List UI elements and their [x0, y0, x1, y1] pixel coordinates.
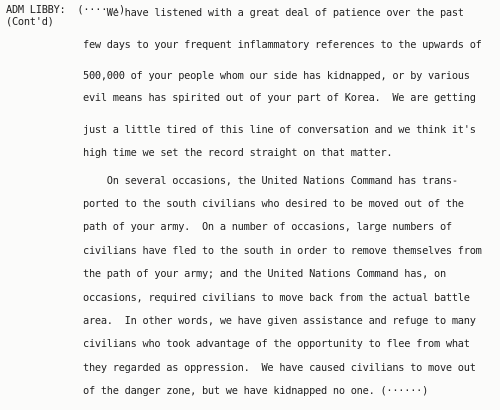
text-line: just a little tired of this line of conversation and we think it's	[83, 124, 476, 136]
text-line: ported to the south civilians who desired to be moved out of the	[83, 198, 464, 210]
text-line: occasions, required civilians to move back from the actual battle	[83, 292, 470, 304]
text-line: the path of your army; and the United Nations Command has, on	[83, 268, 446, 280]
text-line: few days to your frequent inflammatory references to the upwards of	[83, 39, 482, 51]
text-line: they regarded as oppression. We have caused civilians to move out	[83, 362, 476, 374]
text-line: On several occasions, the United Nations Command has trans-	[83, 175, 458, 187]
text-line: high time we set the record straight on that matter.	[83, 147, 393, 159]
text-line: area. In other words, we have given assistance and refuge to many	[83, 315, 476, 327]
text-line: evil means has spirited out of your part of Korea. We are getting	[83, 92, 476, 104]
paragraph-2	[0, 175, 500, 397]
text-line: civilians who took advantage of the opportunity to flee from what	[83, 338, 470, 350]
text-line: civilians have fled to the south in order to remove themselves from	[83, 245, 482, 257]
text-line: 500,000 of your people whom our side has kidnapped, or by various	[83, 70, 470, 82]
text-line: path of your army. On a number of occasions, large numbers of	[83, 221, 452, 233]
speaker-label: ADM LIBBY: (······)	[6, 4, 125, 16]
continued-label: (Cont'd)	[6, 16, 54, 28]
text-line: We have listened with a great deal of patience over the past	[83, 7, 464, 19]
text-line: of the danger zone, but we have kidnapped no one. (······)	[83, 385, 429, 397]
